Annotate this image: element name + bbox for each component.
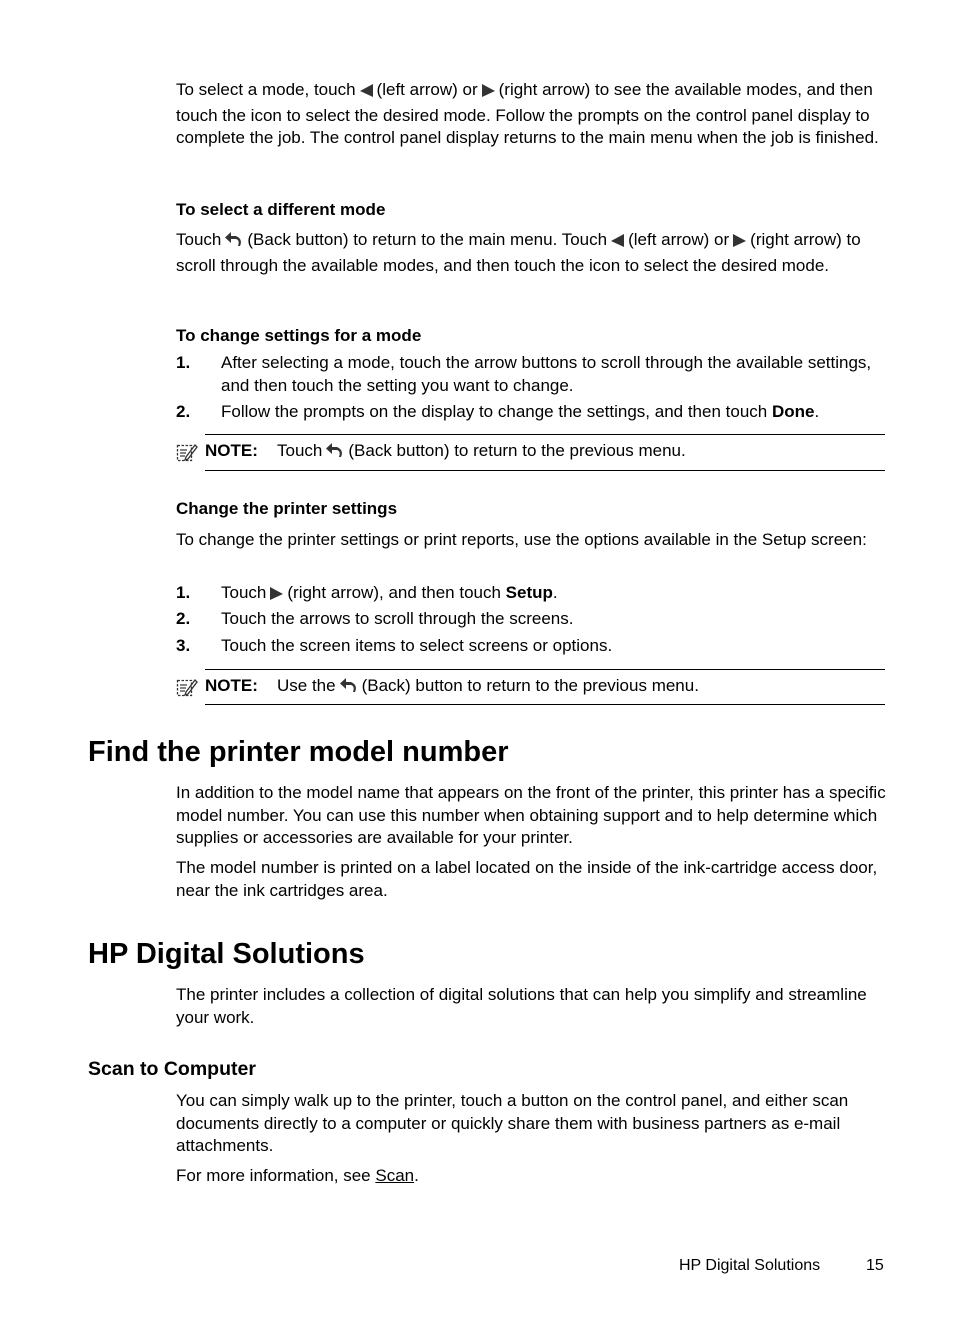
page-number: 15 (866, 1257, 884, 1274)
note-divider (205, 669, 885, 670)
back-icon (224, 231, 244, 255)
scan-paragraph: You can simply walk up to the printer, touch a button on the control panel, and either scan documents directly to a computer or quickly share them with business partners as e-mail attachments. (176, 1091, 849, 1155)
back-icon (325, 442, 345, 465)
left-arrow-icon (359, 82, 374, 105)
scan-to-computer-heading: Scan to Computer (88, 1058, 256, 1080)
note-icon (176, 677, 198, 703)
intro-paragraph: To select a mode, touch (left arrow) or (right arrow) to see the available modes, and then touch the icon to select the desired mode. Follow the prompts on the control panel display to complete the job. The control panel display returns to the main menu when the job is finished. (176, 80, 879, 147)
note-divider (205, 704, 885, 705)
scan-link[interactable]: Scan (375, 1166, 415, 1185)
right-arrow-icon (481, 82, 496, 105)
digital-solutions-paragraph: The printer includes a collection of digital solutions that can help you simplify and streamline your work. (176, 985, 867, 1027)
right-arrow-icon (732, 232, 747, 255)
footer-section-title: HP Digital Solutions (679, 1257, 821, 1274)
digital-solutions-heading: HP Digital Solutions (88, 938, 365, 970)
model-number-paragraph-1: In addition to the model name that appears on the front of the printer, this printer has a specific model number. You can use this number when obtaining support and to help determine which supplies or accessories are available for your printer. (176, 783, 886, 847)
select-mode-paragraph: Touch (Back button) to return to the main menu. Touch (left arrow) or (right arrow) to scroll through the available modes, and then touch the icon to select the desired mode. (176, 230, 861, 275)
change-settings-heading: To change settings for a mode (176, 326, 422, 345)
right-arrow-icon (269, 585, 284, 608)
note-icon (176, 442, 198, 468)
printer-settings-intro: To change the printer settings or print reports, use the options available in the Setup screen: (176, 530, 867, 549)
model-number-heading: Find the printer model number (88, 736, 509, 768)
back-icon (339, 677, 359, 700)
printer-settings-heading: Change the printer settings (176, 499, 398, 518)
left-arrow-icon (610, 232, 625, 255)
note-divider (205, 434, 885, 435)
select-mode-heading: To select a different mode (176, 200, 386, 219)
model-number-paragraph-2: The model number is printed on a label located on the inside of the ink-cartridge access door, near the ink cartridges area. (176, 858, 878, 900)
scan-more-info: For more information, see Scan. (176, 1166, 419, 1185)
note-divider (205, 470, 885, 471)
